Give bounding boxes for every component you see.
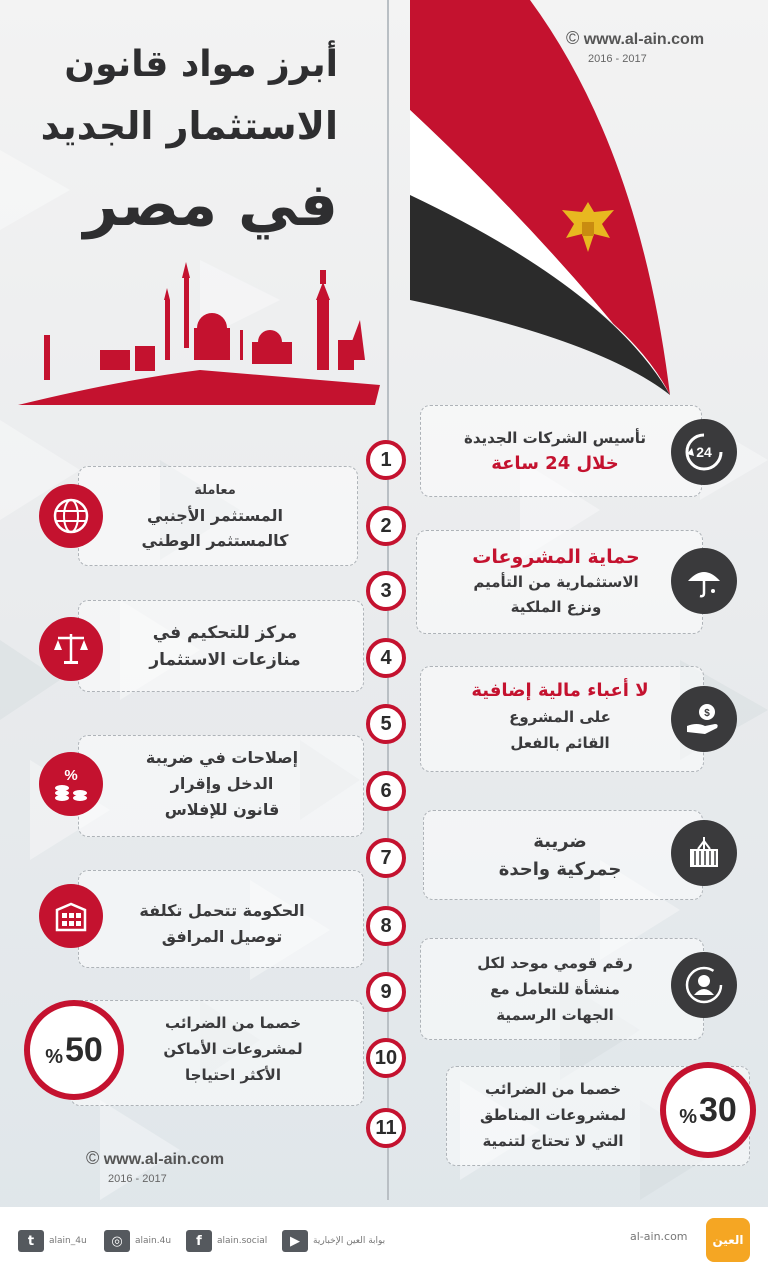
item-4-line-1: مركز للتحكيم في: [152, 623, 298, 643]
instagram-handle: alain.4u: [135, 1236, 172, 1246]
item-3-line-1: حماية المشروعات: [472, 546, 640, 568]
youtube-name: بوابة العين الإخبارية: [313, 1236, 386, 1246]
item-7-line-2: جمركية واحدة: [498, 859, 622, 880]
twitter-icon: t: [18, 1230, 44, 1252]
item-10-line-3: الأكثر احتياجا: [185, 1066, 281, 1084]
youtube-icon: ▶: [282, 1230, 308, 1252]
hand-coin-icon: [671, 686, 737, 752]
umbrella-icon: [671, 548, 737, 614]
copyright-symbol: ©: [566, 28, 580, 48]
globe-icon: [39, 484, 103, 548]
item-1-line-2: خلال 24 ساعة: [491, 453, 619, 474]
instagram-icon: ◎: [104, 1230, 130, 1252]
copyright-years-bottom: 2016 - 2017: [108, 1173, 167, 1185]
item-text-4: [115, 620, 335, 674]
clock-24-label: 24: [696, 444, 712, 460]
footer-twitter[interactable]: [18, 1230, 87, 1252]
footer-youtube[interactable]: [282, 1230, 385, 1252]
copyright-url[interactable]: www.al-ain.com: [583, 31, 705, 48]
number-7: 7: [366, 838, 406, 878]
item-2-line-2: المستثمر الأجنبي: [147, 506, 283, 525]
percent-50-badge: [24, 1000, 124, 1100]
item-10-line-2: لمشروعات الأماكن: [163, 1040, 303, 1058]
number-3: 3: [366, 571, 406, 611]
alain-logo-text: العين: [712, 1233, 744, 1247]
number-5: 5: [366, 704, 406, 744]
svg-text:$: $: [704, 708, 710, 719]
number-9: 9: [366, 972, 406, 1012]
number-1: 1: [366, 440, 406, 480]
copyright-symbol-bottom: ©: [86, 1148, 100, 1168]
item-2-line-3: كالمستثمر الوطني: [141, 531, 289, 550]
title-line-3: في مصر: [83, 170, 338, 240]
item-8-line-1: الحكومة تتحمل تكلفة: [139, 901, 305, 920]
item-text-2: [110, 478, 320, 553]
item-6-line-1: إصلاحات في ضريبة: [145, 748, 299, 767]
item-text-11: [448, 1076, 658, 1154]
number-11: 11: [366, 1108, 406, 1148]
item-5-line-1: لا أعباء مالية إضافية: [471, 680, 649, 701]
user-id-icon: [671, 952, 737, 1018]
item-5-line-3: القائم بالفعل: [510, 734, 610, 752]
item-6-line-2: الدخل وإقرار: [170, 774, 274, 793]
item-text-5: [440, 678, 680, 756]
footer-site[interactable]: [630, 1230, 688, 1243]
footer-facebook[interactable]: [186, 1230, 267, 1252]
container-icon: [671, 820, 737, 886]
alain-logo[interactable]: [706, 1218, 750, 1262]
item-2-line-1: معاملة: [194, 483, 236, 498]
percent-30-sign: %: [679, 1105, 697, 1128]
percent-30-value: 30: [698, 1090, 737, 1129]
item-6-line-3: قانون للإفلاس: [164, 800, 280, 819]
clock-24-icon: [671, 419, 737, 485]
footer-site-url: al-ain.com: [630, 1230, 688, 1243]
copyright-top: [566, 28, 704, 67]
item-text-1: [440, 425, 670, 477]
item-text-7: [450, 828, 670, 884]
item-text-9: [440, 950, 670, 1028]
percent-50-value: 50: [64, 1030, 103, 1069]
item-7-line-1: ضريبة: [533, 831, 587, 852]
item-3-line-3: ونزع الملكية: [510, 598, 602, 616]
footer-instagram[interactable]: [104, 1230, 171, 1252]
item-1-line-1: تأسيس الشركات الجديدة: [464, 429, 646, 447]
copyright-url-bottom[interactable]: www.al-ain.com: [103, 1151, 225, 1168]
item-9-line-1: رقم قومي موحد لكل: [477, 954, 633, 972]
item-text-6: [112, 745, 332, 823]
item-8-line-2: توصيل المرافق: [161, 927, 283, 946]
number-10: 10: [366, 1038, 406, 1078]
item-4-line-2: منازعات الاستثمار: [149, 650, 301, 670]
title-line-2: الاستثمار الجديد: [40, 104, 338, 148]
item-3-line-2: الاستثمارية من التأميم: [473, 573, 639, 591]
item-9-line-3: الجهات الرسمية: [496, 1006, 614, 1024]
item-10-line-1: خصما من الضرائب: [164, 1014, 302, 1032]
scales-icon: [39, 617, 103, 681]
percent-50-sign: %: [45, 1045, 63, 1068]
item-11-line-1: خصما من الضرائب: [484, 1080, 622, 1098]
facebook-handle: alain.social: [217, 1236, 268, 1246]
number-2: 2: [366, 506, 406, 546]
item-text-8: [112, 898, 332, 950]
percent-coins-icon: [39, 752, 103, 816]
copyright-years: 2016 - 2017: [588, 53, 647, 65]
facebook-icon: f: [186, 1230, 212, 1252]
percent-30-badge: [660, 1062, 756, 1158]
percent-coins-label: %: [64, 767, 78, 784]
item-9-line-2: منشأة للتعامل مع: [490, 980, 620, 998]
item-text-3: [436, 545, 676, 620]
twitter-handle: alain_4u: [49, 1236, 87, 1246]
item-text-10: [128, 1010, 338, 1088]
item-11-line-2: لمشروعات المناطق: [479, 1106, 626, 1124]
number-6: 6: [366, 771, 406, 811]
number-8: 8: [366, 906, 406, 946]
building-icon: [39, 884, 103, 948]
item-11-line-3: التي لا تحتاج لتنمية: [482, 1132, 624, 1150]
copyright-bottom: [86, 1148, 224, 1187]
number-4: 4: [366, 638, 406, 678]
item-5-line-2: على المشروع: [509, 708, 611, 726]
title-line-1: أبرز مواد قانون: [64, 44, 338, 85]
